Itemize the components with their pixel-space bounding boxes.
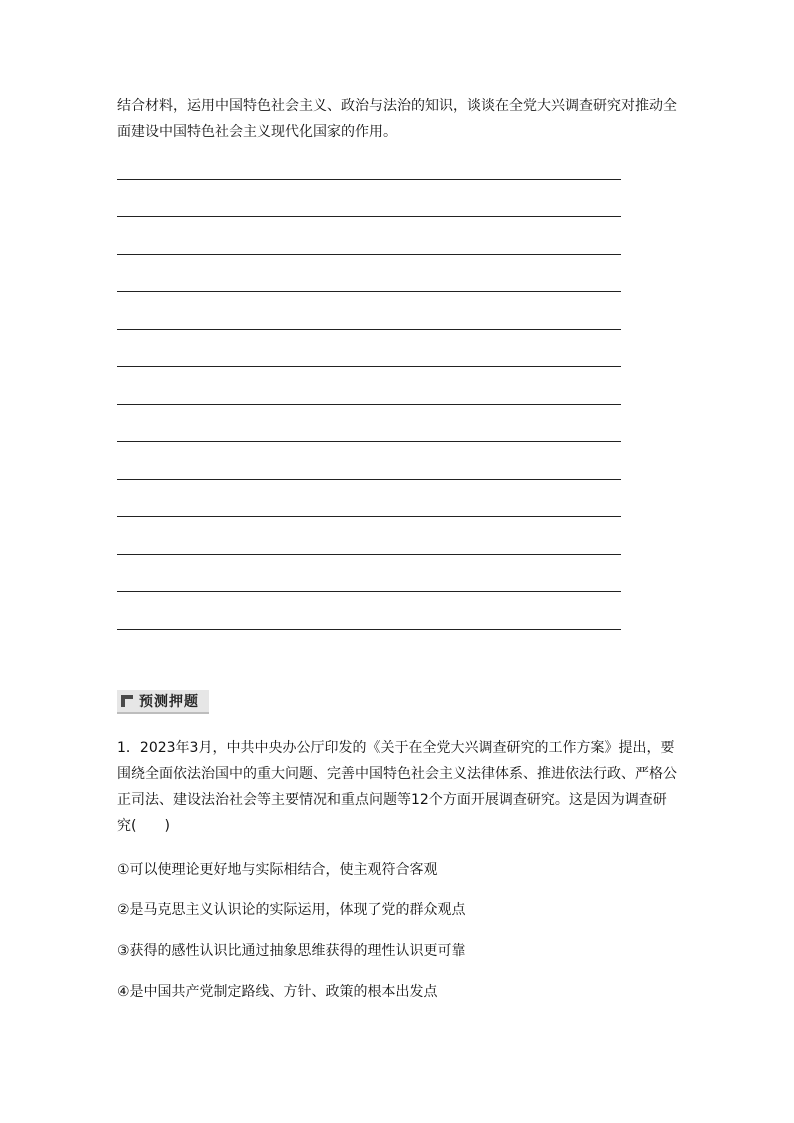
section-heading	[117, 690, 209, 714]
answer-line	[117, 591, 621, 592]
answer-line	[117, 479, 621, 480]
question-stem: 1．2023年3月，中共中央办公厅印发的《关于在全党大兴调查研究的工作方案》提出，要围绕全面依法治国中的重大问题、完善中国特色社会主义法律体系、推进依法行政、严格公正司法、建设法治社会等主要情况和重点问题等12个方面开展调查研究。这是因为调查研究( )	[117, 740, 677, 834]
option-1: ①可以使理论更好地与实际相结合，使主观符合客观	[117, 862, 438, 878]
answer-line	[117, 441, 621, 442]
answer-line	[117, 554, 621, 555]
section-marker-icon	[120, 694, 134, 708]
answer-line	[117, 179, 621, 180]
option-2: ②是马克思主义认识论的实际运用，体现了党的群众观点	[117, 902, 466, 918]
answer-line	[117, 516, 621, 517]
answer-line	[117, 404, 621, 405]
answer-line	[117, 329, 621, 330]
answer-line	[117, 629, 621, 630]
question-prompt: 结合材料，运用中国特色社会主义、政治与法治的知识，谈谈在全党大兴调查研究对推动全面建设中国特色社会主义现代化国家的作用。	[117, 98, 677, 140]
option-4: ④是中国共产党制定路线、方针、政策的根本出发点	[117, 984, 438, 1000]
section-heading-label: 预测押题	[139, 694, 199, 710]
option-3: ③获得的感性认识比通过抽象思维获得的理性认识更可靠	[117, 943, 466, 959]
answer-line	[117, 216, 621, 217]
answer-line	[117, 366, 621, 367]
answer-line	[117, 291, 621, 292]
answer-line	[117, 254, 621, 255]
